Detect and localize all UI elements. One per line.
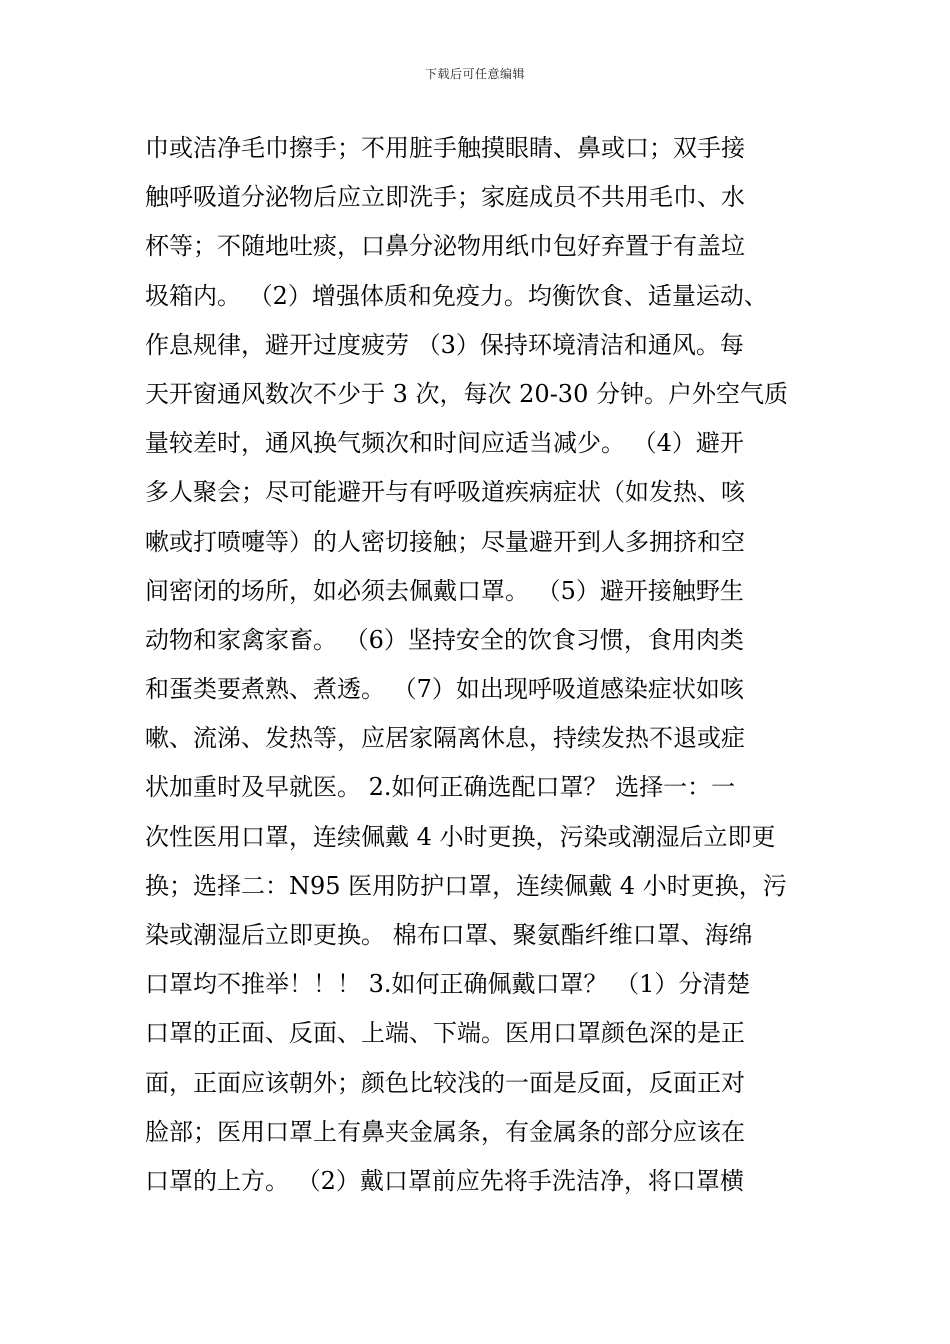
text-line: 面，正面应该朝外；颜色比较浅的一面是反面，反面正对 [145, 1068, 745, 1097]
text-line: 口罩均不推举！！！ 3.如何正确佩戴口罩？ （1）分清楚 [145, 970, 751, 999]
text-line: 天开窗通风数次不少于 3 次，每次 20-30 分钟。户外空气质 [145, 379, 788, 408]
text-line: 和蛋类要煮熟、煮透。 （7）如出现呼吸道感染症状如咳 [145, 675, 744, 704]
text-line: 圾箱内。 （2）增强体质和免疫力。均衡饮食、适量运动、 [145, 281, 768, 310]
text-line: 嗽、流涕、发热等，应居家隔离休息，持续发热不退或症 [145, 724, 745, 753]
page-header: 下载后可任意编辑 [424, 67, 525, 81]
text-line: 口罩的上方。 （2）戴口罩前应先将手洗洁净，将口罩横 [145, 1166, 744, 1195]
text-line: 口罩的正面、反面、上端、下端。医用口罩颜色深的是正 [145, 1019, 745, 1048]
text-line: 多人聚会；尽可能避开与有呼吸道疾病症状（如发热、咳 [145, 478, 745, 507]
text-line: 状加重时及早就医。 2.如何正确选配口罩？ 选择一：一 [145, 773, 736, 802]
text-line: 量较差时，通风换气频次和时间应适当减少。 （4）避开 [145, 429, 744, 458]
text-line: 作息规律，避开过度疲劳 （3）保持环境清洁和通风。每 [145, 330, 744, 359]
text-line: 触呼吸道分泌物后应立即洗手；家庭成员不共用毛巾、水 [145, 183, 745, 212]
body-text [145, 124, 825, 1206]
text-line: 换；选择二：N95 医用防护口罩，连续佩戴 4 小时更换，污 [145, 871, 787, 900]
text-line: 嗽或打喷嚏等）的人密切接触；尽量避开到人多拥挤和空 [145, 527, 745, 556]
text-line: 次性医用口罩，连续佩戴 4 小时更换，污染或潮湿后立即更 [145, 822, 776, 851]
text-line: 染或潮湿后立即更换。 棉布口罩、聚氨酯纤维口罩、海绵 [145, 921, 753, 949]
text-line: 间密闭的场所，如必须去佩戴口罩。 （5）避开接触野生 [145, 576, 744, 605]
text-line: 动物和家禽家畜。 （6）坚持安全的饮食习惯，食用肉类 [145, 625, 744, 654]
text-line: 巾或洁净毛巾擦手；不用脏手触摸眼睛、鼻或口；双手接 [145, 134, 745, 162]
text-line: 脸部；医用口罩上有鼻夹金属条，有金属条的部分应该在 [145, 1117, 745, 1146]
text-line: 杯等；不随地吐痰，口鼻分泌物用纸巾包好弃置于有盖垃 [145, 232, 745, 261]
